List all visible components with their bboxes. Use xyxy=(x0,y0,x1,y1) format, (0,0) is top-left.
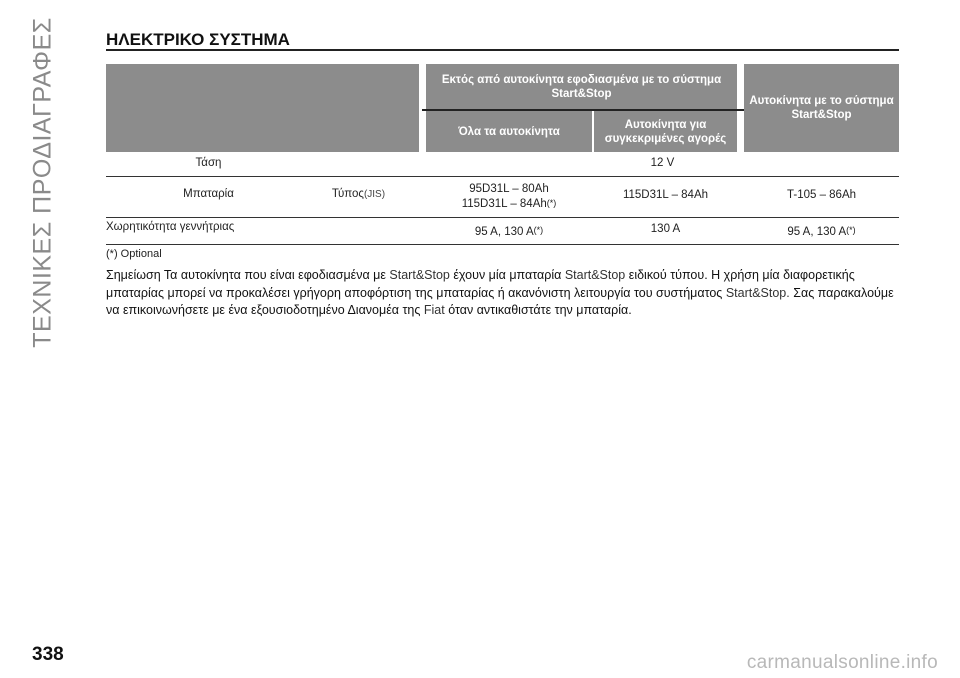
note-text: έχουν μία μπαταρία xyxy=(453,268,562,282)
voltage-value: 12 V xyxy=(650,157,675,169)
header-specific-markets: Αυτοκίνητα για συγκεκριμένες αγορές xyxy=(594,111,737,152)
header-start-stop-vehicles: Αυτοκίνητα με το σύστημα Start&Stop xyxy=(744,64,899,152)
battery-start-stop: T-105 – 86Ah xyxy=(786,189,857,201)
section-title: ΗΛΕΚΤΡΙΚΟ ΣΥΣΤΗΜΑ xyxy=(106,30,290,49)
table-row-voltage xyxy=(106,152,899,177)
note-brand: Fiat xyxy=(423,303,445,317)
optional-footnote: (*) Optional xyxy=(106,248,162,260)
side-chapter-title xyxy=(26,17,60,348)
generator-label: Χωρητικότητα γεννήτριας xyxy=(106,221,235,233)
battery-all-line2: 115D31L – 84Ah xyxy=(461,198,547,210)
side-chapter-title-text: ΤΕΧΝΙΚΕΣ ΠΡΟΔΙΑΓΡΑΦΕΣ xyxy=(28,17,57,348)
generator-specific-markets: 130 A xyxy=(650,223,681,235)
generator-start-stop xyxy=(744,226,899,238)
battery-all-vehicles xyxy=(426,182,592,212)
footnote-mark: (*) xyxy=(533,225,544,235)
note-text: όταν αντικαθιστάτε την μπαταρία. xyxy=(448,303,632,317)
note-text: Σας παρακαλούμε να επικοινωνήσετε με ένα εξουσιοδοτημένο Διανομέα της xyxy=(106,285,894,317)
footnote-mark: (*) xyxy=(846,225,856,235)
note-word: Σημείωση xyxy=(106,268,161,282)
generator-all-vehicles xyxy=(426,226,592,238)
title-rule xyxy=(106,49,899,51)
header-except-start-stop: Εκτός από αυτοκίνητα εφοδιασμένα με το σύστημα Start&Stop xyxy=(426,64,737,109)
note-text: ειδικού τύπου. Η χρήση μία διαφορετικής μπαταρίας μπορεί να προκαλέσει γρήγορη αποφόρτιση της μπαταρίας ή ακανόνιστη λειτουργία του συστήματος xyxy=(106,268,855,300)
table-row-battery xyxy=(106,177,899,218)
voltage-label: Τάση xyxy=(195,157,222,169)
note-start-stop: Start&Stop. xyxy=(725,285,790,300)
electrical-specs-table xyxy=(106,64,899,245)
note-start-stop: Start&Stop xyxy=(389,268,450,282)
header-all-vehicles: Όλα τα αυτοκίνητα xyxy=(426,111,592,152)
note-start-stop: Start&Stop xyxy=(564,268,626,282)
battery-all-line1: 95D31L – 80Ah xyxy=(469,183,549,195)
table-row-generator xyxy=(106,218,899,245)
generator-all-value: 95 A, 130 A xyxy=(474,226,534,238)
footnote-mark: (*) xyxy=(546,198,557,208)
table-header xyxy=(106,64,899,152)
watermark: carmanualsonline.info xyxy=(746,652,938,673)
battery-specific-markets: 115D31L – 84Ah xyxy=(622,189,709,201)
battery-type-label: Τύπος xyxy=(331,188,364,200)
battery-type-standard: (JIS) xyxy=(363,189,386,200)
battery-type xyxy=(296,188,421,200)
note-text: Τα αυτοκίνητα που είναι εφοδιασμένα με xyxy=(163,268,386,282)
page-number: 338 xyxy=(32,644,64,665)
header-empty-cell xyxy=(106,64,419,152)
battery-label: Μπαταρία xyxy=(183,188,234,200)
battery-note-paragraph xyxy=(106,267,901,320)
generator-start-stop-value: 95 A, 130 A xyxy=(787,226,847,238)
